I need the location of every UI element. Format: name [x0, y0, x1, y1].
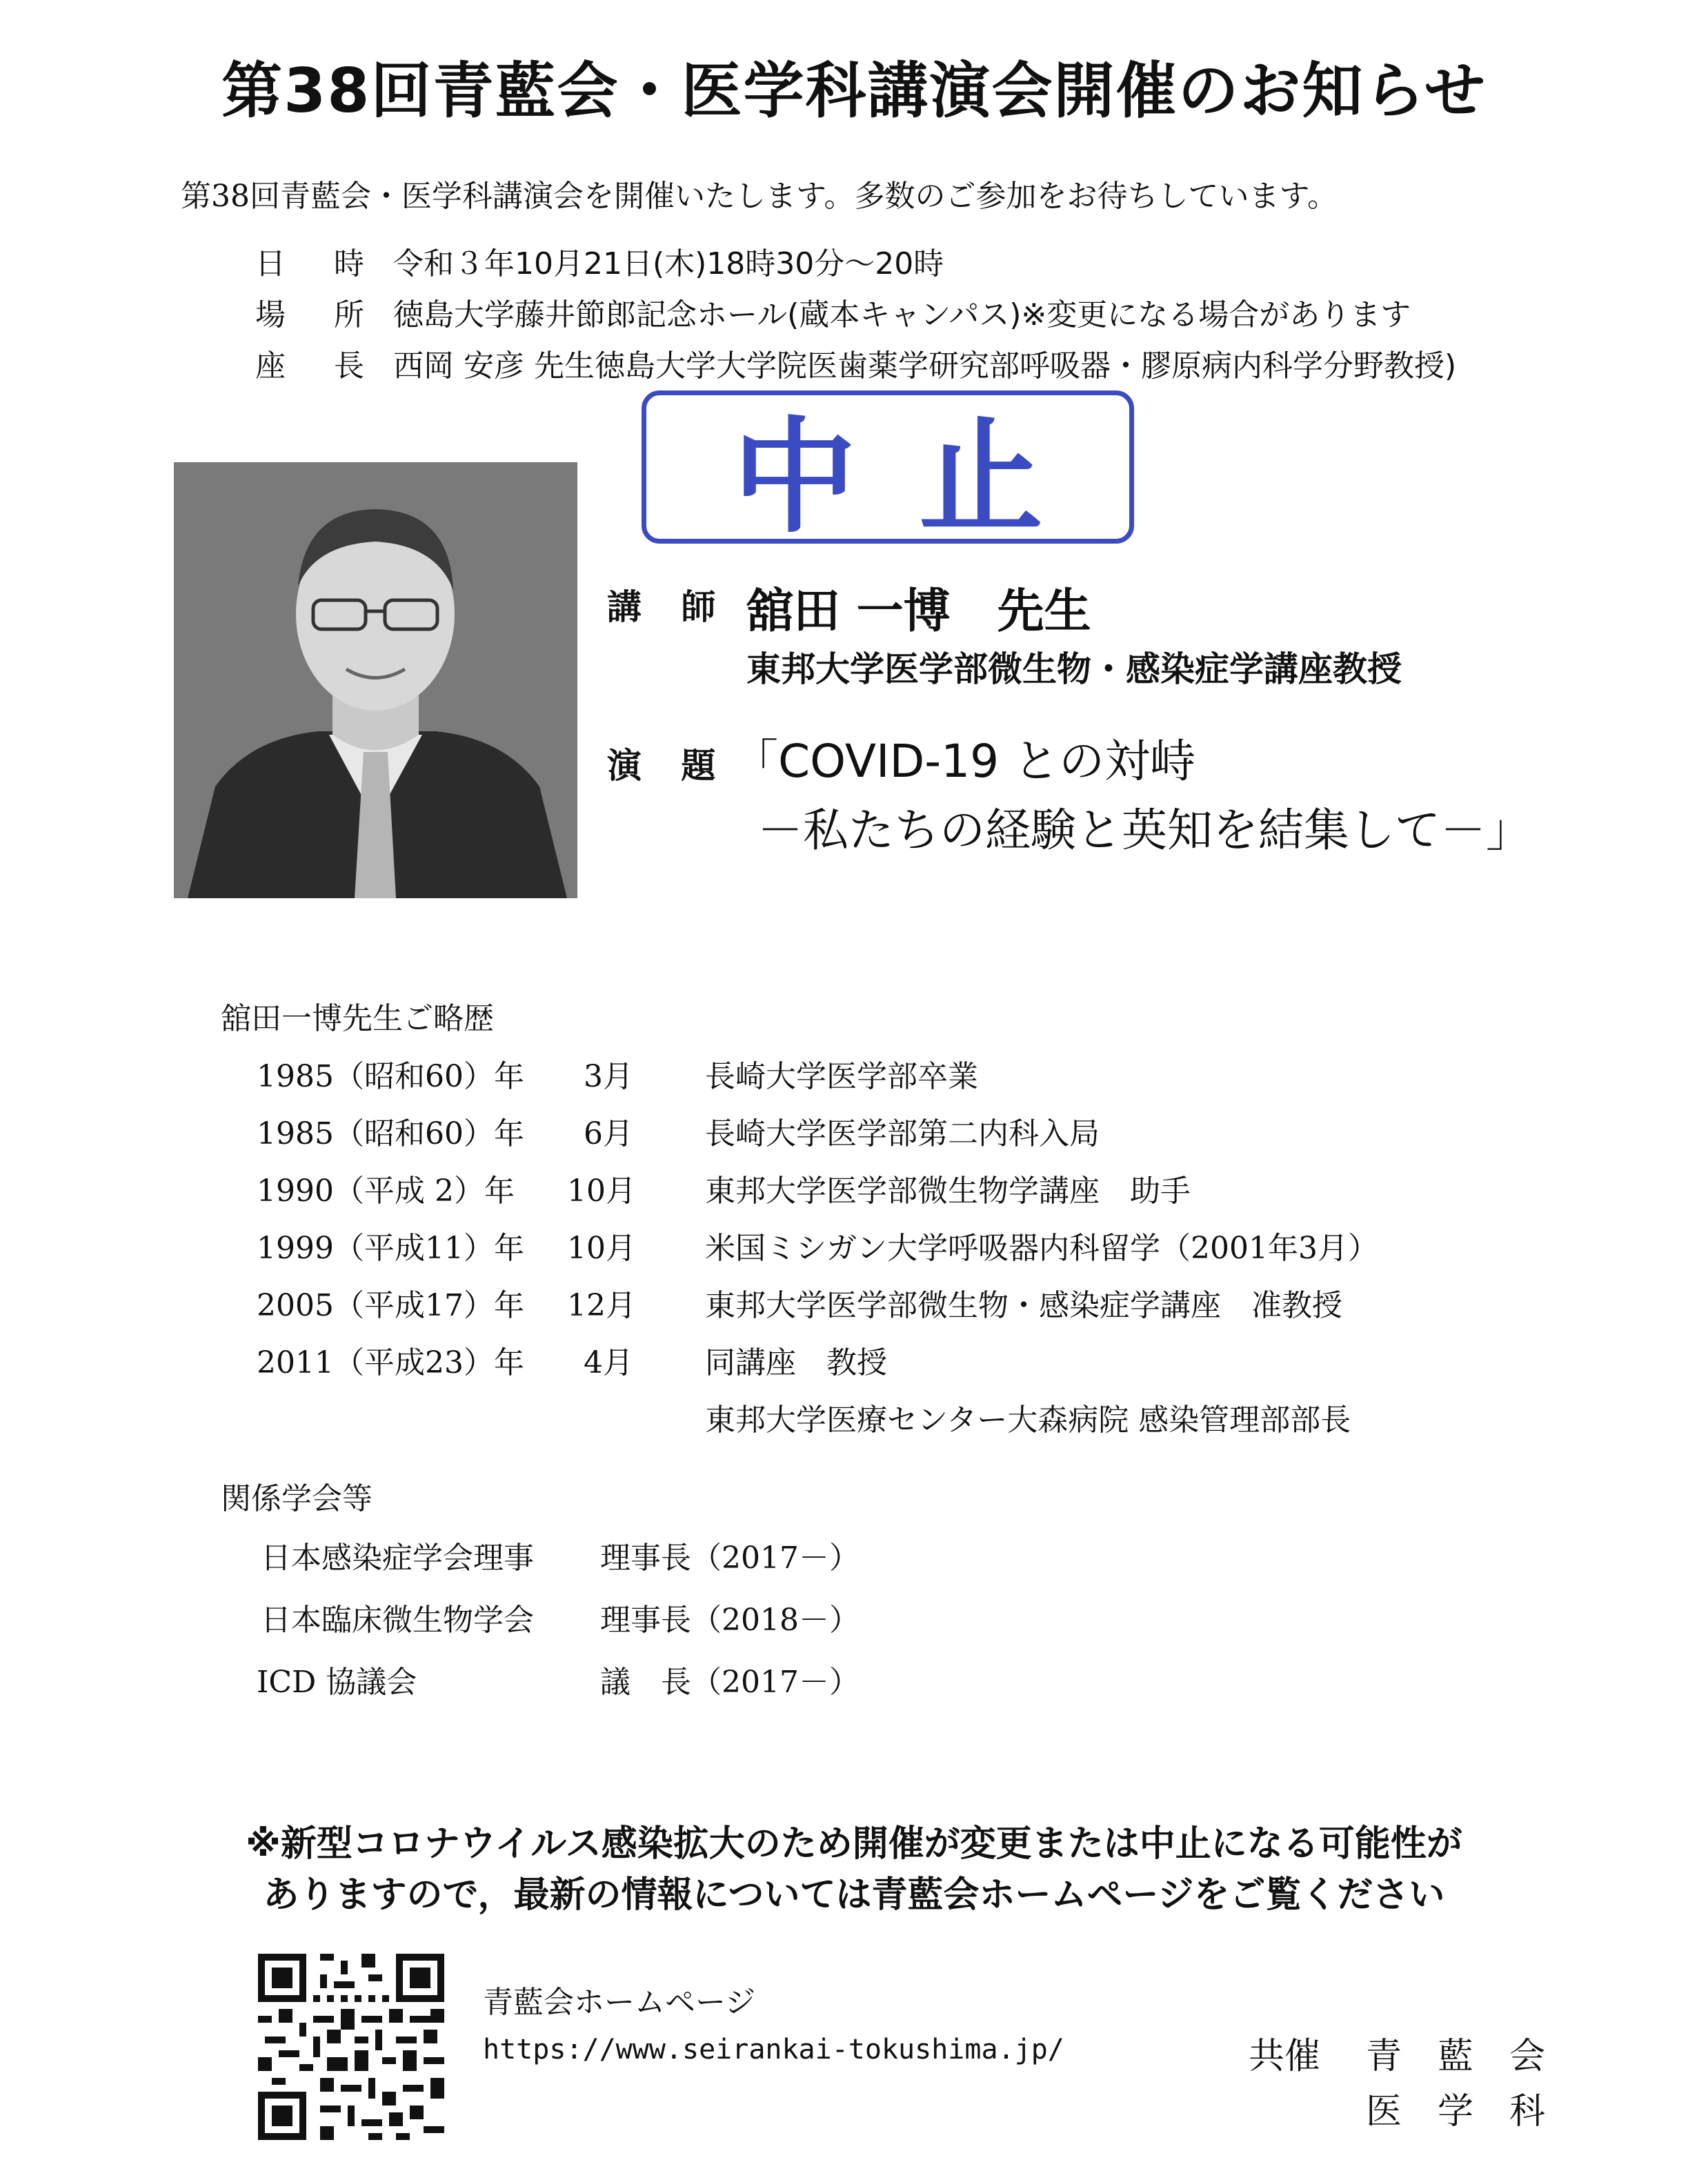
organizer-seirankai: 青 藍 会: [1366, 2036, 1546, 2077]
info-row-datetime: [255, 239, 944, 283]
society-role: 理事長（2017－）: [600, 1540, 860, 1576]
career-year: 1985（昭和60）年: [257, 1059, 524, 1094]
career-desc: 長崎大学医学部第二内科入局: [705, 1116, 1100, 1151]
society-name: 日本臨床微生物学会: [261, 1603, 534, 1638]
career-desc: 長崎大学医学部卒業: [705, 1059, 978, 1094]
topic-label: 演 題: [607, 746, 730, 786]
intro-text: 第38回青藍会・医学科講演会を開催いたします。多数のご参加をお待ちしています。: [181, 179, 1338, 214]
career-year: 1990（平成 2）年: [257, 1173, 515, 1209]
lecturer-photo: [174, 462, 577, 898]
page-title: 第38回青藍会・医学科講演会開催のお知らせ: [221, 55, 1487, 126]
cancel-stamp: [642, 390, 1134, 550]
career-month: 10月: [567, 1231, 636, 1266]
career-desc: 同講座 教授: [705, 1345, 887, 1380]
qr-code-graphic: [258, 1954, 444, 2140]
career-desc: 東邦大学医療センター大森病院 感染管理部部長: [705, 1403, 1351, 1438]
info-label: 座 長: [255, 348, 384, 384]
career-year: 1985（昭和60）年: [257, 1116, 524, 1151]
career-month: 4月: [584, 1345, 633, 1380]
info-value: 徳島大学藤井節郎記念ホール(蔵本キャンパス)※変更になる場合があります: [393, 297, 1411, 333]
society-name: 日本感染症学会理事: [261, 1540, 534, 1576]
society-role: 理事長（2018－）: [600, 1603, 860, 1638]
topic-line-2: －私たちの経験と英知を結集して－」: [757, 804, 1531, 857]
career-year: 2011（平成23）年: [257, 1345, 524, 1380]
info-label: 場 所: [255, 297, 384, 333]
notice-line-1: ※新型コロナウイルス感染拡大のため開催が変更または中止になる可能性が: [246, 1823, 1462, 1865]
career-month: 10月: [567, 1173, 636, 1209]
info-row-venue: [255, 290, 1411, 334]
career-year: 1999（平成11）年: [257, 1231, 524, 1266]
career-desc: 東邦大学医学部微生物学講座 助手: [705, 1173, 1191, 1209]
organizer-igakuka: 医 学 科: [1366, 2091, 1546, 2132]
career-month: 6月: [584, 1116, 633, 1151]
info-label: 日 時: [255, 246, 384, 281]
societies-heading: 関係学会等: [221, 1481, 373, 1516]
info-value: 西岡 安彦 先生徳島大学大学院医歯薬学研究部呼吸器・膠原病内科学分野教授): [393, 348, 1457, 384]
society-role: 議 長（2017－）: [600, 1665, 860, 1700]
cancel-stamp-text: 中止: [732, 406, 1105, 550]
career-month: 3月: [584, 1059, 633, 1094]
career-desc: 東邦大学医学部微生物・感染症学講座 准教授: [705, 1288, 1342, 1323]
topic-line-1: 「COVID-19 との対峙: [733, 735, 1196, 788]
career-heading: 舘田一博先生ご略歴: [221, 1001, 494, 1036]
career-desc: 米国ミシガン大学呼吸器内科留学（2001年3月）: [705, 1231, 1378, 1266]
lecturer-name: 舘田 一博 先生: [746, 584, 1091, 639]
career-year: 2005（平成17）年: [257, 1288, 524, 1323]
notice-line-2: ありますので，最新の情報については青藍会ホームページをご覧ください: [263, 1874, 1445, 1916]
organizer-label: 共催: [1249, 2036, 1321, 2077]
homepage-label: 青藍会ホームページ: [483, 1985, 756, 2020]
career-month: 12月: [567, 1288, 636, 1323]
lecturer-photo-illustration: [174, 462, 577, 898]
qr-code[interactable]: [258, 1954, 444, 2140]
society-name: ICD 協議会: [257, 1665, 417, 1700]
info-value: 令和３年10月21日(木)18時30分～20時: [393, 246, 944, 281]
lecturer-affiliation: 東邦大学医学部微生物・感染症学講座教授: [746, 649, 1402, 689]
lecturer-label: 講 師: [607, 587, 730, 627]
homepage-url[interactable]: https://www.seirankai-tokushima.jp/: [483, 2034, 1064, 2065]
